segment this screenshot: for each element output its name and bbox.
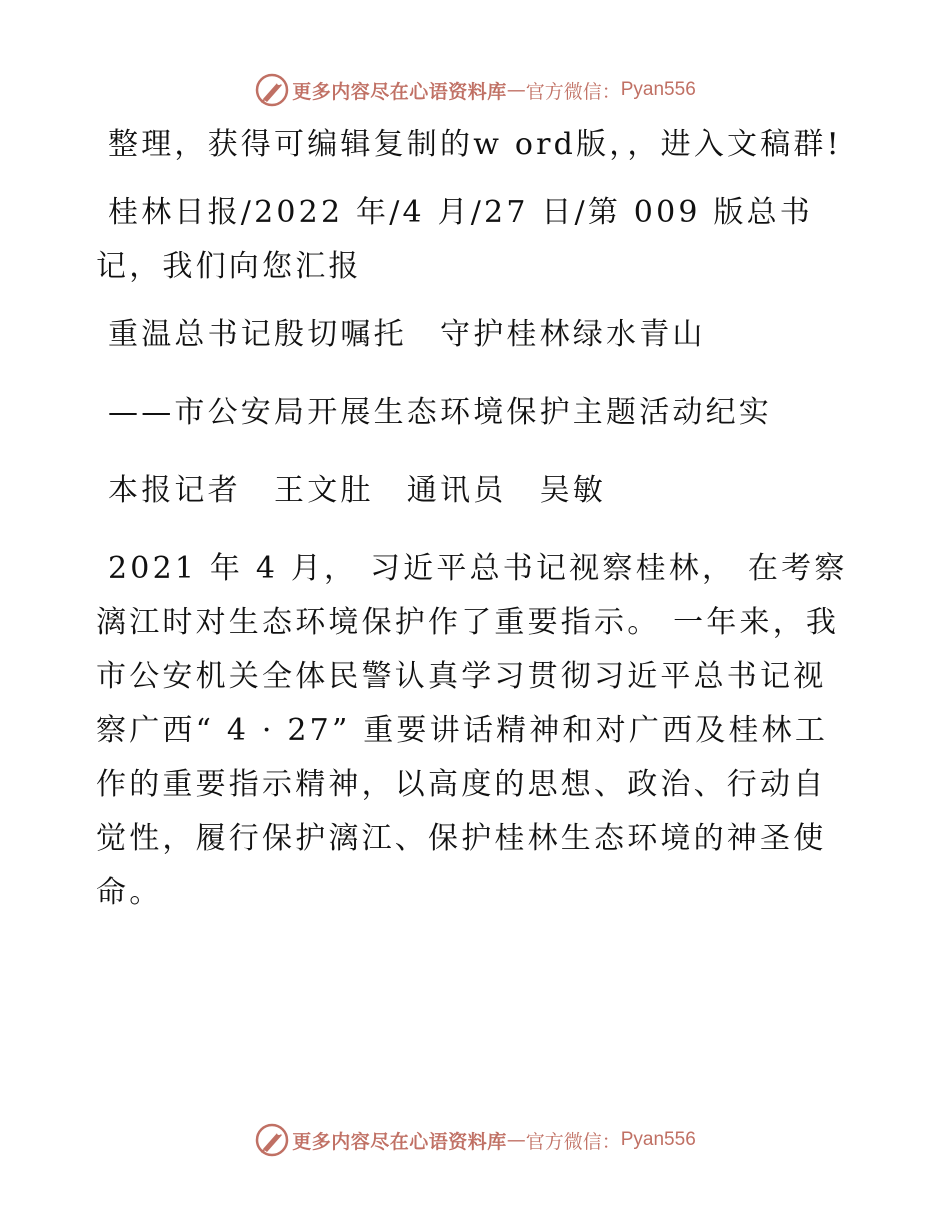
watermark-site-text: 更多内容尽在心语资料库 xyxy=(292,80,507,103)
body-paragraph: 2021 年 4 月， 习近平总书记视察桂林， 在考察漓江时对生态环境保护作了重要指示。 一年来，我市公安机关全体民警认真学习贯彻习近平总书记视察广西“ 4 · 27” 重要讲话精神和对广西及桂林工作的重要指示精神，以高度的思想、政治、行动自觉性，履行保护漓江、保护桂林生态环境的神圣使命。 xyxy=(96,551,848,910)
watermark-official-text: 官方微信： xyxy=(525,80,621,103)
pen-logo-icon xyxy=(254,72,290,108)
byline: 本报记者 王文肚 通讯员 吴敏 xyxy=(108,473,606,508)
intro-paragraph: 整理，获得可编辑复制的w ord版，，进入文稿群! xyxy=(108,127,842,162)
header-watermark xyxy=(0,70,950,110)
footer-watermark xyxy=(0,1120,950,1160)
subheadline: ——市公安局开展生态环境保护主题活动纪实 xyxy=(108,395,772,430)
document-body xyxy=(96,118,856,934)
watermark-separator: — xyxy=(506,79,526,101)
watermark-separator: — xyxy=(506,1129,526,1151)
source-line: 桂林日报/2022 年/4 月/27 日/第 009 版总书记，我们向您汇报 xyxy=(96,195,813,284)
watermark-official-text: 官方微信： xyxy=(525,1130,621,1153)
watermark-wechat-id: Pyan556 xyxy=(620,79,696,100)
watermark-wechat-id: Pyan556 xyxy=(620,1129,696,1150)
pen-logo-icon xyxy=(254,1122,290,1158)
headline: 重温总书记殷切嘱托 守护桂林绿水青山 xyxy=(108,317,706,352)
watermark-site-text: 更多内容尽在心语资料库 xyxy=(292,1130,507,1153)
